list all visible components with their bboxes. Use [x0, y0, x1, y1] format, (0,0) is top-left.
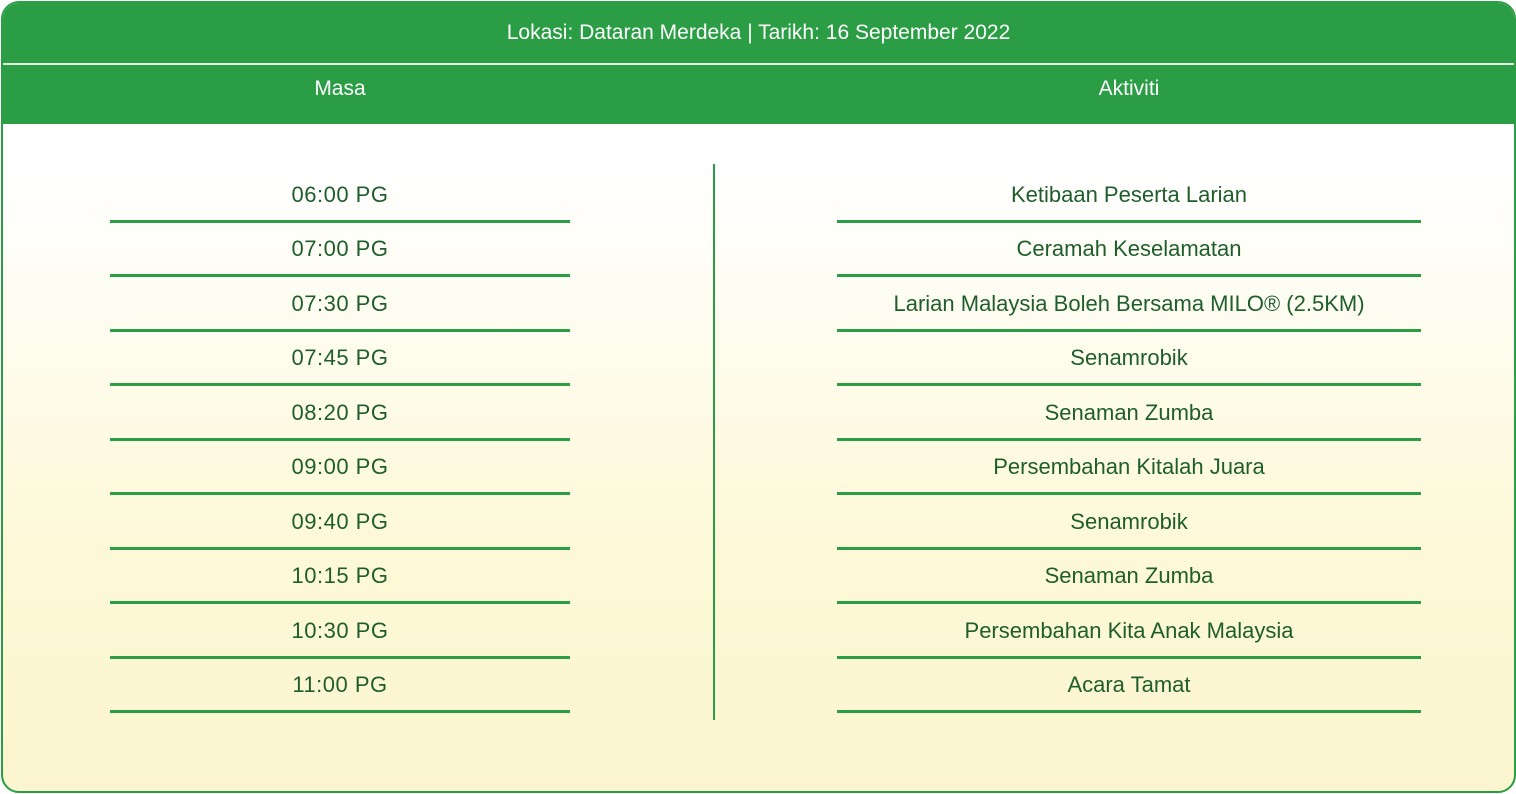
column-header-time: Masa — [314, 77, 366, 100]
time-row: 07:00 PG — [110, 223, 570, 278]
activity-row: Senaman Zumba — [837, 386, 1421, 441]
time-row: 09:40 PG — [110, 495, 570, 550]
time-row: 06:00 PG — [110, 168, 570, 223]
activity-row: Senamrobik — [837, 495, 1421, 550]
time-row: 09:00 PG — [110, 441, 570, 496]
activity-row: Senaman Zumba — [837, 550, 1421, 605]
activity-row: Larian Malaysia Boleh Bersama MILO® (2.5KM) — [837, 277, 1421, 332]
activity-list — [837, 168, 1421, 713]
time-list — [110, 168, 570, 713]
activity-row: Acara Tamat — [837, 659, 1421, 714]
title-text: Lokasi: Dataran Merdeka | Tarikh: 16 September 2022 — [506, 21, 1011, 44]
activity-row: Persembahan Kitalah Juara — [837, 441, 1421, 496]
time-row: 10:30 PG — [110, 604, 570, 659]
column-divider — [713, 164, 715, 720]
time-row: 10:15 PG — [110, 550, 570, 605]
activity-row: Persembahan Kita Anak Malaysia — [837, 604, 1421, 659]
time-row: 07:45 PG — [110, 332, 570, 387]
location-date-title — [3, 3, 1514, 63]
schedule-card — [1, 1, 1516, 793]
column-header-bar — [3, 65, 1514, 124]
activity-row: Senamrobik — [837, 332, 1421, 387]
time-row: 08:20 PG — [110, 386, 570, 441]
activity-row: Ceramah Keselamatan — [837, 223, 1421, 278]
time-row: 07:30 PG — [110, 277, 570, 332]
column-header-activity: Aktiviti — [1098, 77, 1160, 100]
time-row: 11:00 PG — [110, 659, 570, 714]
activity-row: Ketibaan Peserta Larian — [837, 168, 1421, 223]
